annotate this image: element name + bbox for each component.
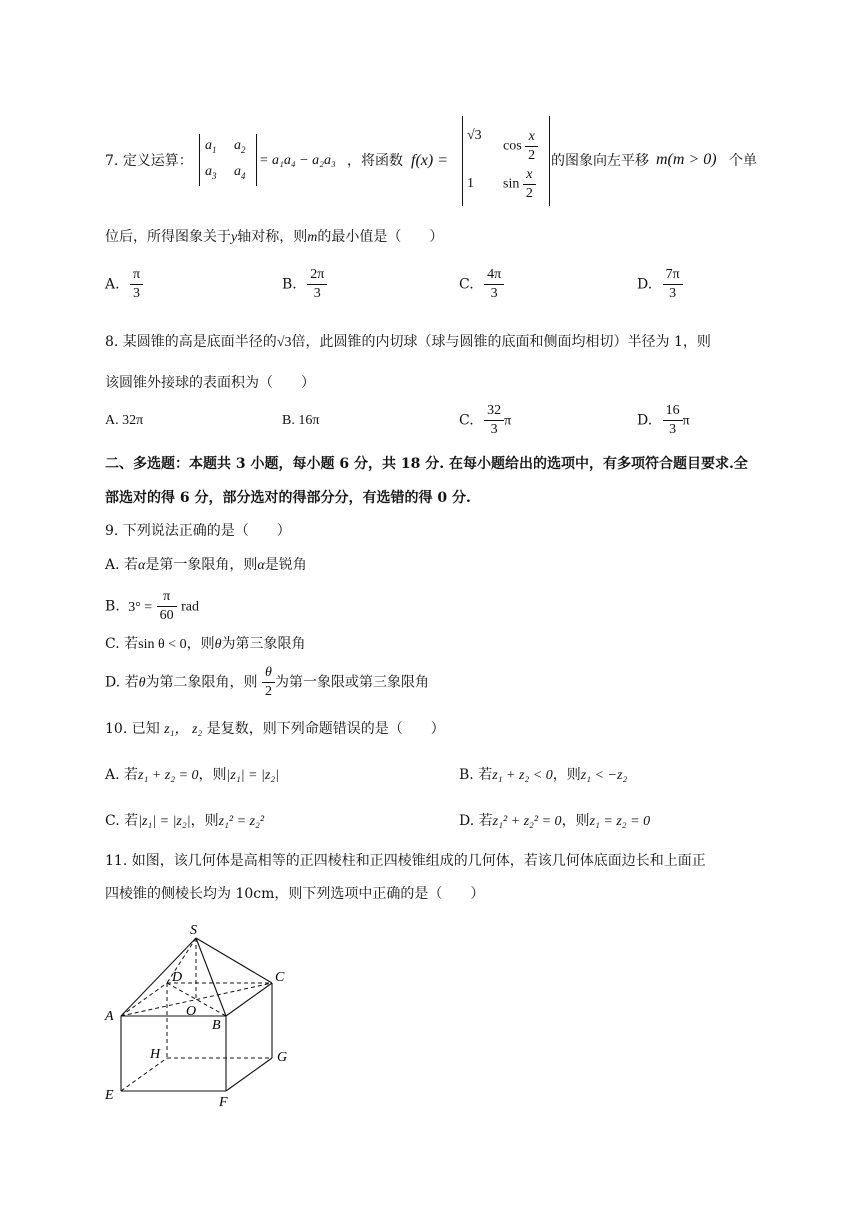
q7-fx: f(x) =: [411, 152, 448, 169]
label-D: D: [172, 970, 183, 985]
label-A: A: [105, 1009, 114, 1024]
q8-option-d: D. $\frac{16}{3}$ π: [637, 403, 690, 437]
label-F: F: [219, 1095, 228, 1110]
q8-option-c: C. $\frac{32}{3}$ π: [459, 403, 512, 437]
q10-option-c: C. 若|z₁| = |z₂|，则z₁² = z₂²: [105, 813, 265, 829]
q11-solid-figure: [100, 915, 320, 1115]
q9-option-d: D. 若θ为第二象限角，则 $\frac{\theta}{2}$ 为第一象限或第三象限角: [105, 665, 429, 699]
section2-heading-line1: 二、多选题：本题共 3 小题，每小题 6 分，共 18 分. 在每小题给出的选项中，有多项符合题目要求.全: [105, 456, 748, 472]
q11-line1: 11. 如图，该几何体是高相等的正四棱柱和正四棱锥组成的几何体，若该几何体底面边长和上面正: [105, 853, 706, 869]
label-G: G: [277, 1050, 288, 1065]
q8-line2: 该圆锥外接球的表面积为（ ）: [105, 375, 315, 391]
label-O: O: [186, 1004, 197, 1019]
label-E: E: [105, 1088, 114, 1103]
label-S: S: [190, 923, 197, 938]
label-B: B: [212, 1018, 221, 1033]
q11-line2: 四棱锥的侧棱长均为 10cm，则下列选项中正确的是（ ）: [105, 886, 485, 902]
q10-option-a: A. 若z₁ + z₂ = 0，则|z₁| = |z₂|: [105, 767, 280, 783]
q10-option-d: D. 若z₁² + z₂² = 0，则z₁ = z₂ = 0: [459, 813, 651, 829]
q8-option-a: A. 32π: [105, 413, 144, 428]
q10-stem: 10. 已知 z₁， z₂ 是复数，则下列命题错误的是（ ）: [105, 721, 445, 737]
q9-option-b: B. 3° = $\frac{\pi}{60}$ rad: [105, 589, 199, 623]
q9-stem: 9. 下列说法正确的是（ ）: [105, 523, 291, 539]
q8-option-b: B. 16π: [282, 413, 320, 428]
q7-text-shift: 的图象向左平移: [551, 153, 649, 169]
q7-option-a: A. $\frac{\pi}{3}$: [105, 266, 143, 303]
q9-option-c: C. 若sin θ < 0，则θ为第三象限角: [105, 636, 306, 652]
q7-shift-amount: m(m > 0): [656, 151, 717, 168]
label-C: C: [275, 970, 285, 985]
q7-definition-rhs: = a₁a₄ − a₂a₃: [259, 153, 336, 168]
q7-number-and-lead: 7. 定义运算：: [105, 153, 193, 169]
q7-option-b: B. $\frac{2\pi}{3}$: [282, 266, 327, 303]
q7-option-d: D. $\frac{7\pi}{3}$: [637, 266, 683, 303]
q9-option-a: A. 若α是第一象限角，则α是锐角: [105, 557, 307, 573]
q8-line1: 8. 某圆锥的高是底面半径的√3倍，此圆锥的内切球（球与圆锥的底面和侧面均相切）半径为 1，则: [105, 334, 711, 350]
q7-line2: 位后，所得图象关于y轴对称，则m的最小值是（ ）: [105, 229, 444, 245]
label-H: H: [150, 1047, 161, 1062]
q7-option-c: C. $\frac{4\pi}{3}$: [459, 266, 504, 303]
q7-text-end: 个单: [729, 153, 757, 169]
q7-text-function: ，将函数: [347, 153, 403, 169]
q10-option-b: B. 若z₁ + z₂ < 0，则z₁ < −z₂: [459, 767, 628, 783]
section2-heading-line2: 部选对的得 6 分，部分选对的得部分分，有选错的得 0 分.: [105, 490, 471, 506]
